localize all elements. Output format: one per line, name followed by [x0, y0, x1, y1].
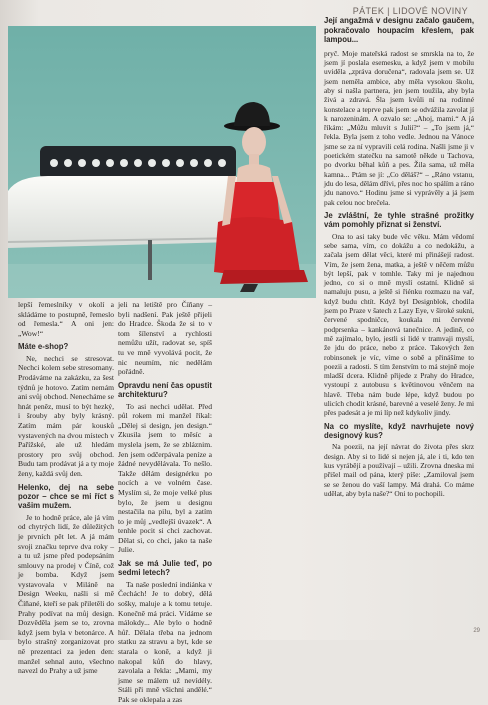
section-header: PÁTEK | LIDOVÉ NOVINY [352, 6, 468, 16]
paragraph: lepší řemeslníky v okolí a skládáme to postupně, řemeslo od řemesla.“ A oni jen: „Wow!“ [18, 300, 114, 338]
question-heading: Máte e-shop? [18, 342, 69, 352]
paragraph: Ne, nechci se stresovat. Nechci kolem sebe stresomany. Prodáváme na zakázku, za šest týdnů je hotovo. Zatím nemám ani svůj obchod. Nenecháme se hnát peněz, musí to být hezký, i šrouby aby byly krásný. Zatím mám pár kousků vystavených na dvou místech v Pařížské, ale už hledám prostory pro svůj obchod. Budu tam prodávat já a ty moje ženy, každá svůj den. [18, 353, 114, 478]
column-1 [18, 300, 114, 676]
question-heading: Helenko, dej na sebe pozor – chce se mi říct s vašim mužem. [18, 482, 114, 511]
pull-quote: Její angažmá v designu začalo gaučem, pokračovalo houpacím křeslem, pak lampou... [324, 16, 474, 45]
question-heading: Na co myslíte, když navrhujete nový designový kus? [324, 421, 474, 440]
page-number: 29 [473, 628, 480, 634]
column-3 [324, 16, 474, 498]
photo [8, 26, 316, 298]
paragraph: Je to hodně práce, ale já vím od chytrých lidí, že důležitých je prvních pět let. A já mám svoji značku teprve dva roky – a tu už jsme před podepsáním smlouvy na prodej v Číně, což je bomba. Když jsem vystavovala v Miláně na Design Weeku, našli si mě Číňané, kteří se pak přiletěli do Prahy podívat na můj design. Dozvěděla jsem se to, zrovna když jsem byla v betonárce. A bylo strašný zorganizovat pro ně prezentaci za jeden den: manžel sehnal auto, všechno navezl do Prahy a už jsme [18, 512, 114, 676]
column-2 [118, 300, 212, 705]
paragraph: Ona to asi taky bude věc věku. Mám vědomí sebe sama, vím, co dokážu a co nedokážu, a začala jsem dělat věci, které mi přinášejí radost. Vím, že jsem žena, matka, a ještě v něčem můžu být lepší, pak v tomhle. Taky mi je najednou jedno, co si o mně myslí ostatní. Klidně si namaluju pusu, a ještě si řiénku rozmazu na vař, když budu chtít. Když byl Designblok, chodila jsem po Praze v šatech z Lazy Eye, v široké sukni, červené spodničce, koukala mi červené podprsenka – kankánová tanečnice. A jedině, co mě zajímalo, bylo, jestli si lidé v tramvaji myslí, že jdu do práce, nebo z práce. Takových žen robinsonek je víc, víme o sobě a přinášíme to poezii a radosti. S tím ženstvím to má stejně moje mladší dcera. Klidně přijede z Prahy do Hradce, vystoupí z autobusu s květinovou věnčem na hlavě. Třeba nám bude lépe, když budou po ulicích chodit krásné, barevné a veselé ženy. Je mi přes padesát a je mi líp než kdykoliv jindy. [324, 231, 474, 418]
question-heading: Je zvláštní, že tyhle strašné prožitky vám pomohly přiznat si ženství. [324, 210, 474, 230]
question-heading: Opravdu není čas opustit architekturu? [118, 380, 212, 400]
question-heading: Jak se má Julie teď, po sedmi letech? [118, 559, 212, 578]
photo-illustration [8, 26, 316, 298]
paragraph: pryč. Moje mateřská radost se smrskla na to, že jsem jí poslala esemesku, a když jsem v mobilu uviděla „zpráva doručena“, radovala jsem se. Už jsem neměla ambice, aby měla vysokou školu, aby si našla partnera, jen jsem toužila, aby byla živá a zdravá. Šla jsem kvůli ní na rodinné konstelace a teprve pak jsem se odvážila zavolat jí k narozeninám. A ozvalo se: „Ahoj, mami.“ A já říkám: „Můžu mluvit s Julií?“ – „To jsem já,“ řekla. Byla jsem z toho vedle. Jednou na Vánoce jsme se za ní vypravili celá rodina. Našli jsme ji v poetickém statečku na samotě někde u Tachova, po dvorku běhal kůň a pes. Žila sama, už měla kamna... Ptám se jí: „Co děláš?“ – „Ráno vstanu, jdu do lesa, dělám dřívi, přes noc ho spálím a ráno jdu nanovo.“ Hodinu jsme si vyprávěly a já jsem pak celou noc brečela. [324, 48, 474, 207]
paragraph: jeli na letiště pro Číňany – byli nadšení. Pak ještě přijeli do Hradce. Škoda že si to v tom šílenství a rychlosti nemůžu užít, radovat se, spíš tu ve mně vyvolává pocit, že nic neumím, nic nedělám pořádně. [118, 300, 212, 377]
paragraph: To asi nechci udělat. Před půl rokem mi manžel říkal: „Dělej si design, jen design.“ Zkusila jsem to měsíc a myslela jsem, že se zbláznim. Jen jsem odčerpávala peníze a žádné nevydělávala. To nešlo. Takže dělám designérku po nocích a ve volném čase. Myslím si, že moje velké plus bylo, že jsem u designu nestačila na pilu, byl a zatím to je můj „vedlejší úvazek“. A tenhle pocit si chci zachovat. Dělat si, co chci, jako ta naše Julie. [118, 401, 212, 555]
paragraph: Ta naše poslední indiánka v Čechách! Je to dobrý, dělá sošky, maluje a k tomu tetuje. Konečně má práci. Vídáme se málokdy... Ale bylo o hodně hůř. Dělala třeba na jednom statku za stravu a byt, kde se starala o koně, a když ji nakopal kůň do hlavy, zavolala a řekla: „Mami, my jsme se málem už nevídély. Stáli při mně všichni andělé.“ Pak se oklepala a zas [118, 579, 212, 704]
paragraph: Na poezii, na její návrat do života přes skrz design. Aby si to lidé si nejen já, ale i ti, kdo ten kus vyrábějí a používají – užili. Zrovna dneska mi přišel mail od pána, který píše: „Zamiloval jsem se se ženou do vaší lampy. Má drahá. Co máme udělat, aby byla naše?“ Oni to pochopili. [324, 442, 474, 498]
